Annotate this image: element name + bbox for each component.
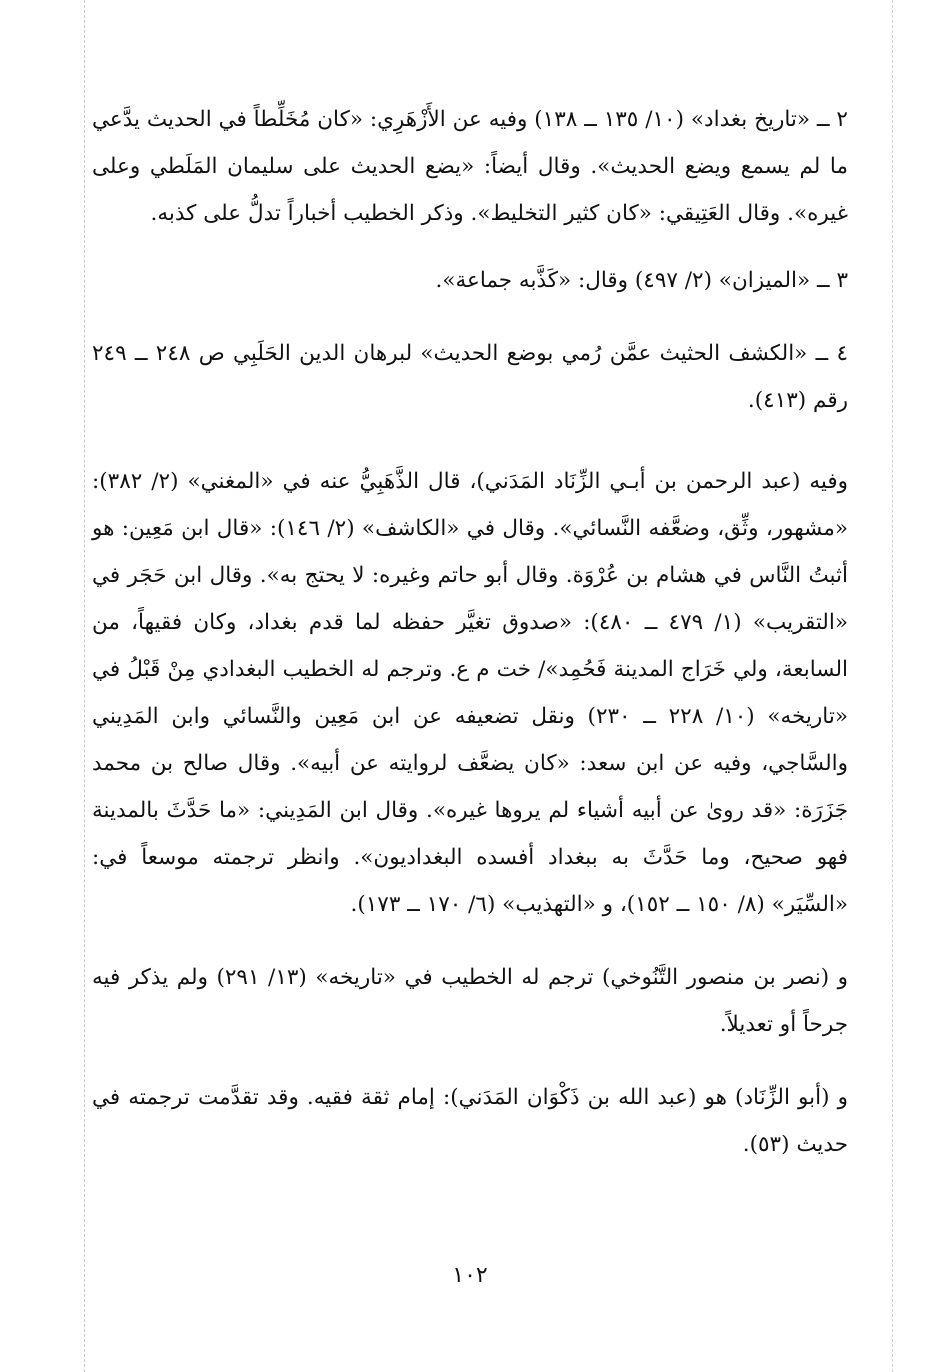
footnote-paragraph-3: ٣ ــ «الميزان» (٢/ ٤٩٧) وقال: «كَذَّبه جماعة». xyxy=(435,268,848,293)
narrator-abu-zinad-paragraph: و (أبو الزِّنَاد) هو (عبد الله بن ذَكْوَان المَدَني): إمام ثقة فقيه. وقد تقدَّمت ترجمته في حديث (٥٣). xyxy=(92,1085,848,1157)
footnote-paragraph-2: ٢ ــ «تاريخ بغداد» (١٠/ ١٣٥ ــ ١٣٨) وفيه عن الأَزْهَرِي: «كان مُخَلِّطاً في الحديث يدَّعي ما لم يسمع ويضع الحديث». وقال أيضاً: «يضع الحديث على سليمان المَلَطي وعلى غيره». وقال العَتِيقي: «كان كثير التخليط». وذكر الخطيب أخباراً تدلُّ على كذبه. xyxy=(92,107,848,226)
narrator-nasr-paragraph: و (نصر بن منصور التَّنُوخي) ترجم له الخطيب في «تاريخه» (١٣/ ٢٩١) ولم يذكر فيه جرحاً أو تعديلاً. xyxy=(92,965,849,1037)
page-number: ١٠٢ xyxy=(452,1263,488,1288)
scan-margin-line-left xyxy=(84,0,85,1372)
footnote-paragraph-4: ٤ ــ «الكشف الحثيث عمَّن رُمي بوضع الحديث» لبرهان الدين الحَلَبِي ص ٢٤٨ ــ ٢٤٩ رقم (٤١٣). xyxy=(92,341,848,413)
page-body xyxy=(92,96,848,1168)
narrator-abdulrahman-paragraph: وفيه (عبد الرحمن بن أبـي الزِّنَاد المَدَني)، قال الذَّهَبِيُّ عنه في «المغني» (٢/ ٣٨٢): «مشهور، وثِّق، وضعَّفه النَّسائي». وقال في «الكاشف» (٢/ ١٤٦): «قال ابن مَعِين: هو أثبتُ النَّاس في هشام بن عُرْوَة. وقال أبو حاتم وغيره: لا يحتج به». وقال ابن حَجَر في «التقريب» (١/ ٤٧٩ ــ ٤٨٠): «صدوق تغيَّر حفظه لما قدم بغداد، وكان فقيهاً، من السابعة، ولي خَرَاج المدينة فَحُمِد»/ خت م ع. وترجم له الخطيب البغدادي مِنْ قَبْلُ في «تاريخه» (١٠/ ٢٢٨ ــ ٢٣٠) ونقل تضعيفه عن ابن مَعِين والنَّسائي وابن المَدِيني والسَّاجي، وفيه عن ابن سعد: «كان يضعَّف لروايته عن أبيه». وقال صالح بن محمد جَزَرَة: «قد روىٰ عن أبيه أشياء لم يروها غيره». وقال ابن المَدِيني: «ما حَدَّثَ بالمدينة فهو صحيح، وما حَدَّثَ به ببغداد أفسده البغداديون». وانظر ترجمته موسعاً في: «السِّيَر» (٨/ ١٥٠ ــ ١٥٢)، و «التهذيب» (٦/ ١٧٠ ــ ١٧٣). xyxy=(92,469,849,917)
scan-margin-line-right xyxy=(892,0,893,1372)
